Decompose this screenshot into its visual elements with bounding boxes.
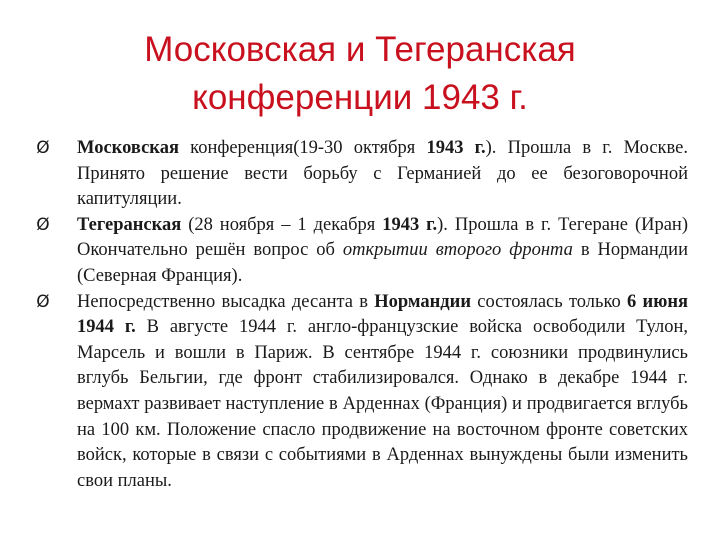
- item-text: (28 ноября – 1 декабря: [181, 214, 383, 235]
- item-text: ). Прошла в г. Москве. Принято решение вести борьбу с Германией до ее безоговорочной капитуляции.: [77, 138, 688, 210]
- title-line-2: конференции 1943 г.: [192, 78, 528, 117]
- title-line-1: Московская и Тегеранская: [144, 30, 576, 69]
- item-text: ). Прошла в г. Тегеране (Иран) Окончательно решён вопрос об: [77, 214, 688, 261]
- item-bold-text: Нормандии: [374, 291, 471, 312]
- item-bold-text: Тегеранская: [77, 214, 182, 235]
- item-text: в Нормандии (Северная Франция).: [77, 240, 688, 286]
- item-text: состоялась только: [470, 291, 628, 312]
- item-bold-text: 6 июня 1944 г.: [77, 291, 688, 338]
- item-bold-text: 1943 г.: [426, 138, 486, 158]
- arrow-bullet-icon: Ø: [36, 291, 50, 312]
- item-text: В августе 1944 г. англо-французские войска освободили Тулон, Марсель и вошли в Париж. В сентябре 1944 г. союзники продвинулись вглубь Бельгии, где фронт стабилизировался. Однако в декабре 1944 г. вермахт развивает наступление в Арденнах (Франция) и продвигается вглубь на 100 км. Положение спасло продвижение на восточном фронте советских войск, которые в связи с событиями в Арденнах вынуждены были изменить свои планы.: [77, 317, 688, 491]
- arrow-bullet-icon: Ø: [36, 138, 50, 158]
- bullet-list: [33, 136, 688, 494]
- item-text: Непосредственно высадка десанта в: [77, 291, 375, 312]
- item-bold-text: Московская: [77, 138, 179, 158]
- item-text: конференция(19-30 октября: [178, 138, 427, 158]
- bullet-item-tehran: [33, 213, 688, 290]
- slide-title: [0, 26, 720, 122]
- item-bold-text: 1943 г.: [382, 214, 438, 235]
- item-italic-text: открытии второго фронта: [342, 240, 573, 261]
- arrow-bullet-icon: Ø: [36, 214, 50, 235]
- bullet-item-normandy: [33, 290, 688, 495]
- bullet-item-moscow: [33, 136, 688, 213]
